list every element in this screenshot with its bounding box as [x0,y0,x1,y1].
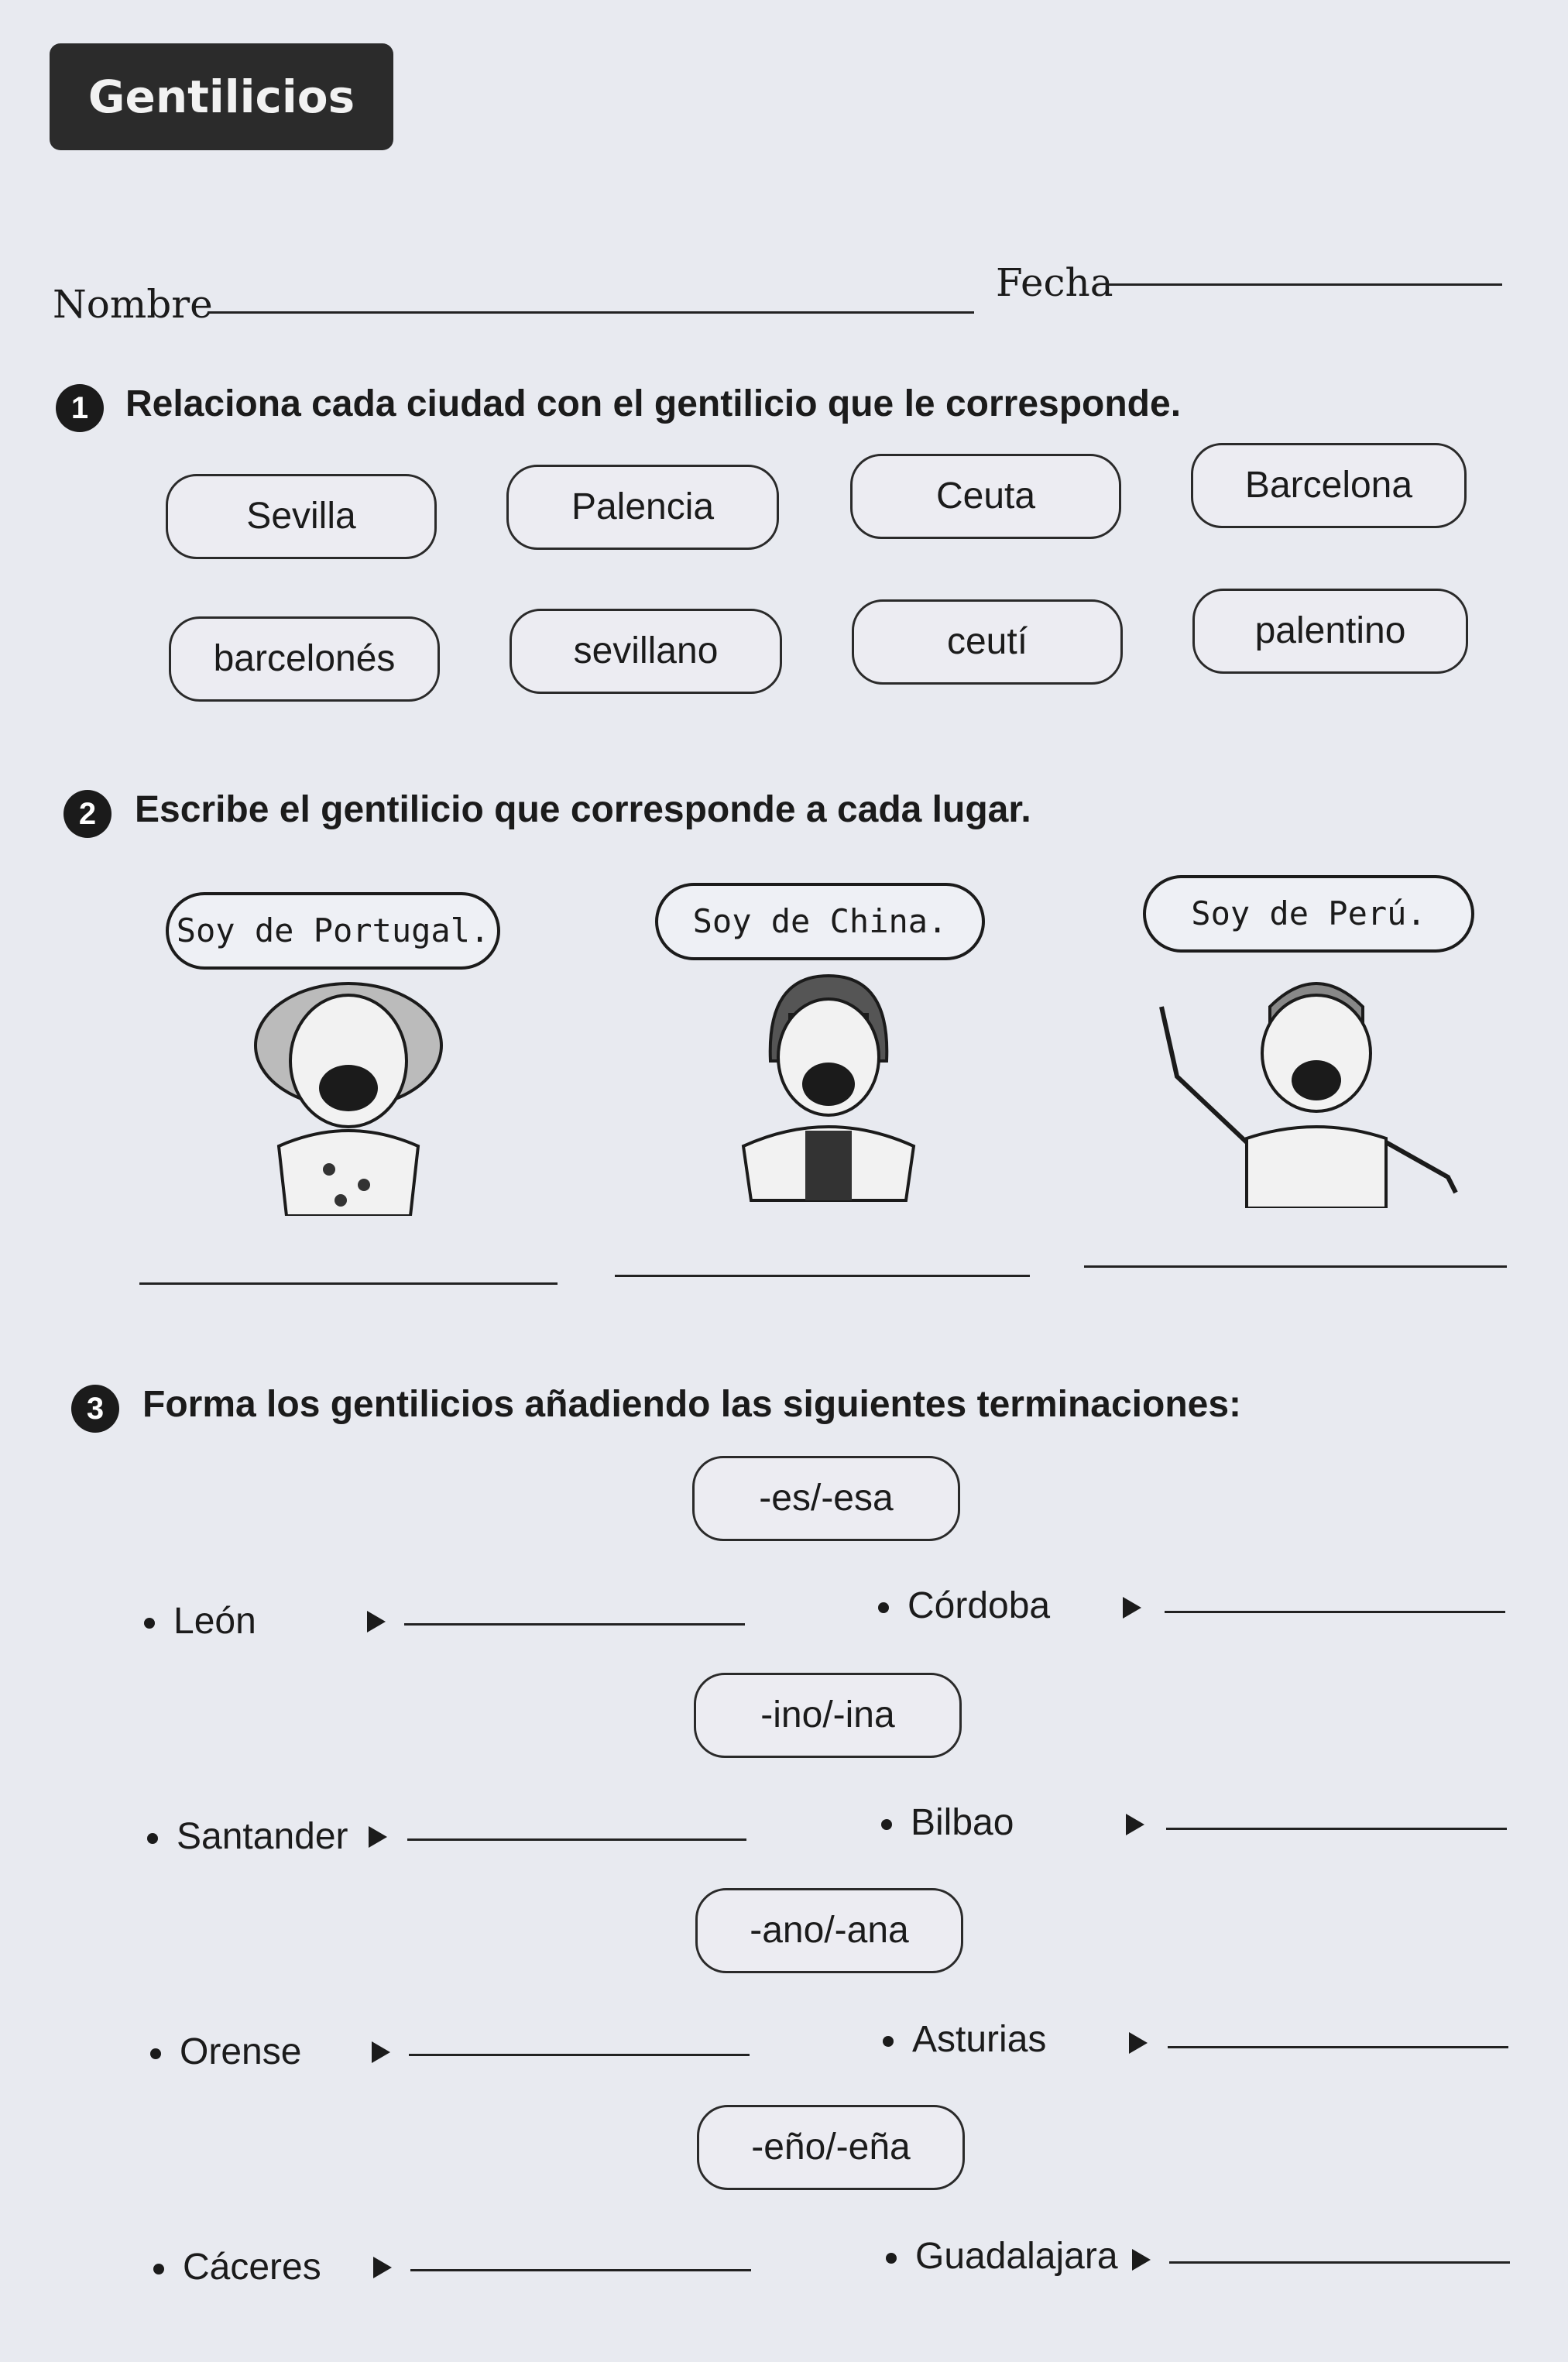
name-label: Nombre [53,282,213,327]
gentilicio-card-ceuti[interactable]: ceutí [852,599,1123,685]
character-portugal-illustration [232,968,465,1216]
answer-line-asturias[interactable] [1168,2046,1508,2048]
answer-line-peru[interactable] [1084,1265,1507,1268]
exercise-1-number: 1 [56,384,104,432]
place-asturias-label: Asturias [912,2019,1047,2060]
city-card-barcelona[interactable]: Barcelona [1191,443,1467,528]
arrow-icon [372,2041,390,2063]
place-asturias [883,2018,1046,2061]
arrow-icon [1129,2032,1148,2054]
ending-ano-ana: -ano/-ana [695,1888,963,1973]
place-caceres-label: Cáceres [183,2247,321,2288]
city-card-palencia[interactable]: Palencia [506,465,779,550]
ending-es-esa: -es/-esa [692,1456,960,1541]
ending-ino-ina: -ino/-ina [694,1673,962,1758]
place-leon-label: León [173,1601,256,1642]
arrow-icon [373,2257,392,2278]
answer-line-bilbao[interactable] [1166,1828,1507,1830]
place-orense-label: Orense [180,2031,302,2072]
place-cordoba-label: Córdoba [908,1585,1051,1626]
speech-bubble-peru: Soy de Perú. [1143,875,1474,953]
place-guadalajara-label: Guadalajara [915,2236,1118,2277]
exercise-2-number: 2 [63,790,112,838]
answer-line-portugal[interactable] [139,1282,558,1285]
arrow-icon [369,1826,387,1848]
gentilicio-card-palentino[interactable]: palentino [1192,589,1468,674]
place-cordoba [878,1584,1050,1627]
date-field[interactable] [1106,283,1502,286]
speech-bubble-china: Soy de China. [655,883,985,960]
city-card-ceuta[interactable]: Ceuta [850,454,1121,539]
answer-line-china[interactable] [615,1275,1030,1277]
place-bilbao [881,1801,1014,1844]
city-card-sevilla[interactable]: Sevilla [166,474,437,559]
place-santander-label: Santander [177,1816,348,1857]
arrow-icon [1132,2249,1151,2271]
exercise-2-instruction: Escribe el gentilicio que corresponde a cada lugar. [135,789,1031,830]
speech-bubble-portugal: Soy de Portugal. [166,892,500,970]
worksheet-title: Gentilicios [50,43,393,150]
exercise-1-instruction: Relaciona cada ciudad con el gentilicio que le corresponde. [125,383,1182,424]
ending-eno-ena: -eño/-eña [697,2105,965,2190]
answer-line-santander[interactable] [407,1838,746,1841]
place-bilbao-label: Bilbao [911,1802,1014,1843]
arrow-icon [367,1611,386,1632]
exercise-3-number: 3 [71,1385,119,1433]
gentilicio-card-barcelones[interactable]: barcelonés [169,616,440,702]
answer-line-leon[interactable] [404,1623,745,1626]
answer-line-caceres[interactable] [410,2269,751,2271]
answer-line-cordoba[interactable] [1165,1611,1505,1613]
answer-line-orense[interactable] [409,2054,750,2056]
place-leon [144,1600,256,1643]
date-label: Fecha [996,260,1113,305]
arrow-icon [1123,1597,1141,1619]
character-peru-illustration [1154,960,1479,1208]
place-orense [150,2031,301,2073]
character-china-illustration [728,968,929,1208]
place-caceres [153,2246,321,2288]
place-guadalajara [886,2235,1118,2278]
place-santander [147,1815,348,1858]
gentilicio-card-sevillano[interactable]: sevillano [510,609,782,694]
arrow-icon [1126,1814,1144,1835]
name-field[interactable] [208,311,974,314]
exercise-3-instruction: Forma los gentilicios añadiendo las siguientes terminaciones: [142,1384,1242,1425]
answer-line-guadalajara[interactable] [1169,2261,1510,2264]
